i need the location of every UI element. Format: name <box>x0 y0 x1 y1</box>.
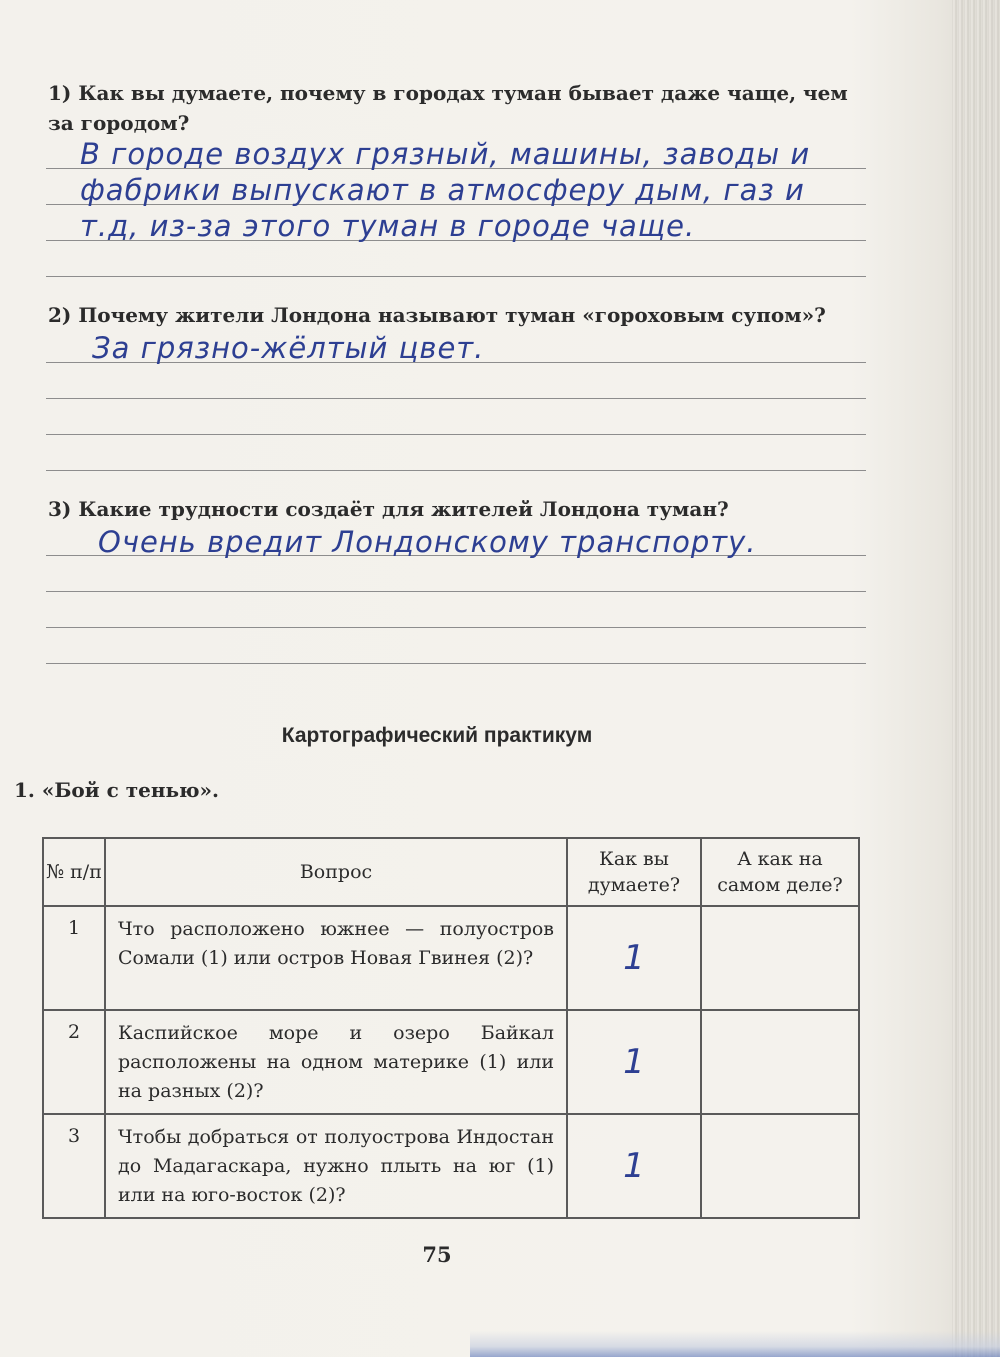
answer-line <box>46 470 866 471</box>
header-actual: А как на самом деле? <box>701 838 859 906</box>
header-guess: Как вы думаете? <box>567 838 701 906</box>
row-actual <box>701 1010 859 1114</box>
row-question: Чтобы добраться от полуострова Индостан до Мадагаскара, нужно плыть на юг (1) или на юго-восток (2)? <box>105 1114 567 1218</box>
table-header-row <box>43 838 859 906</box>
question-3: 3) Какие трудности создаёт для жителей Лондона туман? <box>48 497 729 521</box>
answer-1-handwritten: В городе воздух грязный, машины, заводы и фабрики выпускают в атмосферу дым, газ и т.д, из-за этого туман в городе чаще. <box>80 137 811 243</box>
answer-line <box>46 398 866 399</box>
answer-line <box>46 663 866 664</box>
row-actual <box>701 906 859 1010</box>
question-2: 2) Почему жители Лондона называют туман «гороховым супом»? <box>48 303 826 327</box>
table-row <box>43 906 859 1010</box>
row-actual <box>701 1114 859 1218</box>
answer-line <box>46 434 866 435</box>
section-title: Картографический практикум <box>281 724 593 747</box>
answer-line <box>46 627 866 628</box>
row-number: 2 <box>43 1010 105 1114</box>
header-num: № п/п <box>43 838 105 906</box>
row-guess-handwritten: 1 <box>567 906 701 1010</box>
answer-line <box>46 276 866 277</box>
row-guess-handwritten: 1 <box>567 1010 701 1114</box>
page-edge <box>952 0 1000 1357</box>
answer-2-handwritten: За грязно-жёлтый цвет. <box>92 331 485 365</box>
quiz-table <box>42 837 860 1219</box>
row-number: 3 <box>43 1114 105 1218</box>
page-number: 75 <box>422 1242 452 1267</box>
table-row <box>43 1010 859 1114</box>
row-question: Каспийское море и озеро Байкал расположены на одном материке (1) или на разных (2)? <box>105 1010 567 1114</box>
answer-3-handwritten: Очень вредит Лондонскому транспорту. <box>98 525 757 559</box>
table-row <box>43 1114 859 1218</box>
question-1: 1) Как вы думаете, почему в городах туман бывает даже чаще, чем за городом? <box>48 81 848 135</box>
row-number: 1 <box>43 906 105 1010</box>
task-title: 1. «Бой с тенью». <box>14 778 220 802</box>
header-question: Вопрос <box>105 838 567 906</box>
answer-line <box>46 591 866 592</box>
row-question: Что расположено южнее — полуостров Сомали (1) или остров Новая Гвинея (2)? <box>105 906 567 1010</box>
page-bottom-edge <box>470 1331 1000 1357</box>
row-guess-handwritten: 1 <box>567 1114 701 1218</box>
